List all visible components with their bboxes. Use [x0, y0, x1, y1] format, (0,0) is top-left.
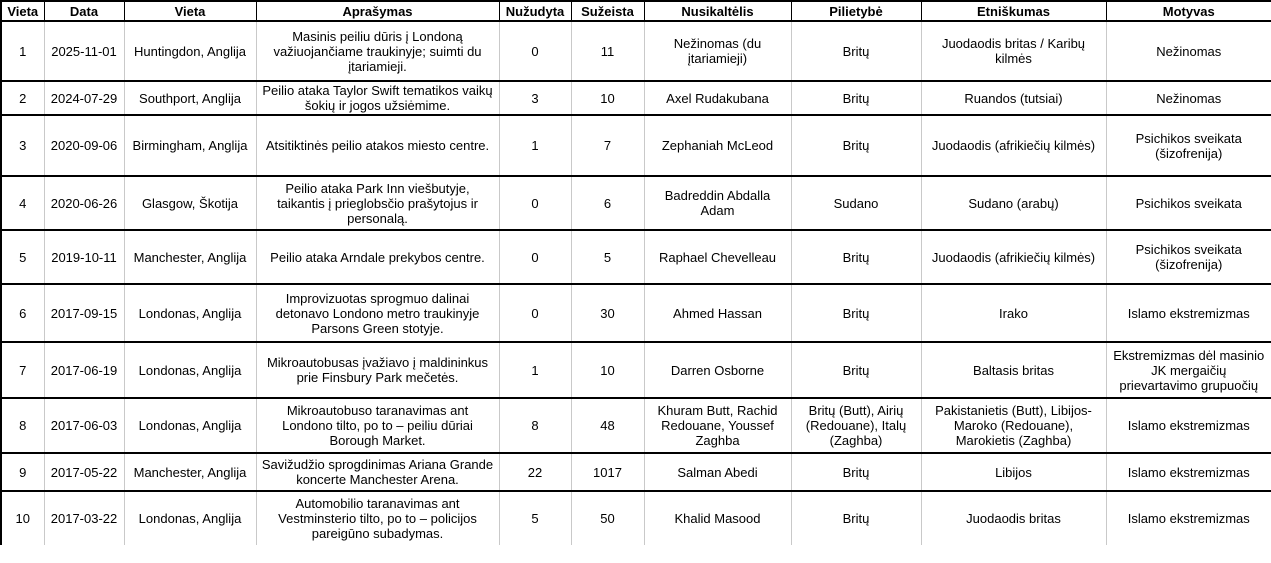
- cell-date: 2017-06-03: [44, 398, 124, 453]
- cell-nationality: Britų: [791, 342, 921, 398]
- cell-nationality: Britų: [791, 453, 921, 491]
- cell-injured: 10: [571, 342, 644, 398]
- column-header-killed: Nužudyta: [499, 1, 571, 21]
- cell-perpetrator: Nežinomas (du įtariamieji): [644, 21, 791, 81]
- column-header-injured: Sužeista: [571, 1, 644, 21]
- cell-ethnicity: Sudano (arabų): [921, 176, 1106, 230]
- cell-rank: 8: [1, 398, 44, 453]
- cell-nationality: Britų: [791, 491, 921, 545]
- cell-motive: Ekstremizmas dėl masinio JK mergaičių prievartavimo grupuočių: [1106, 342, 1271, 398]
- table-row: [1, 81, 1271, 115]
- cell-perpetrator: Raphael Chevelleau: [644, 230, 791, 284]
- cell-killed: 1: [499, 342, 571, 398]
- cell-nationality: Britų: [791, 81, 921, 115]
- cell-location: Londonas, Anglija: [124, 284, 256, 342]
- cell-date: 2020-09-06: [44, 115, 124, 176]
- cell-ethnicity: Ruandos (tutsiai): [921, 81, 1106, 115]
- cell-perpetrator: Zephaniah McLeod: [644, 115, 791, 176]
- cell-rank: 3: [1, 115, 44, 176]
- cell-date: 2017-05-22: [44, 453, 124, 491]
- cell-ethnicity: Juodaodis (afrikiečių kilmės): [921, 115, 1106, 176]
- cell-location: Southport, Anglija: [124, 81, 256, 115]
- cell-injured: 10: [571, 81, 644, 115]
- table-row: [1, 115, 1271, 176]
- cell-nationality: Britų: [791, 230, 921, 284]
- cell-killed: 0: [499, 230, 571, 284]
- cell-nationality: Britų: [791, 115, 921, 176]
- table-row: [1, 284, 1271, 342]
- cell-description: Atsitiktinės peilio atakos miesto centre.: [256, 115, 499, 176]
- cell-description: Savižudžio sprogdinimas Ariana Grande koncerte Manchester Arena.: [256, 453, 499, 491]
- cell-motive: Islamo ekstremizmas: [1106, 453, 1271, 491]
- cell-injured: 50: [571, 491, 644, 545]
- cell-motive: Nežinomas: [1106, 81, 1271, 115]
- cell-ethnicity: Pakistanietis (Butt), Libijos-Maroko (Redouane), Marokietis (Zaghba): [921, 398, 1106, 453]
- cell-motive: Psichikos sveikata: [1106, 176, 1271, 230]
- cell-motive: Islamo ekstremizmas: [1106, 398, 1271, 453]
- cell-motive: Islamo ekstremizmas: [1106, 284, 1271, 342]
- cell-perpetrator: Badreddin Abdalla Adam: [644, 176, 791, 230]
- cell-ethnicity: Irako: [921, 284, 1106, 342]
- cell-killed: 8: [499, 398, 571, 453]
- cell-description: Peilio ataka Park Inn viešbutyje, taikantis į prieglobsčio prašytojus ir personalą.: [256, 176, 499, 230]
- cell-location: Manchester, Anglija: [124, 230, 256, 284]
- cell-description: Mikroautobusas įvažiavo į maldininkus prie Finsbury Park mečetės.: [256, 342, 499, 398]
- table-row: [1, 398, 1271, 453]
- cell-killed: 22: [499, 453, 571, 491]
- table-row: [1, 176, 1271, 230]
- column-header-date: Data: [44, 1, 124, 21]
- cell-description: Peilio ataka Taylor Swift tematikos vaikų šokių ir jogos užsiėmime.: [256, 81, 499, 115]
- column-header-perpetrator: Nusikaltėlis: [644, 1, 791, 21]
- cell-nationality: Britų: [791, 21, 921, 81]
- cell-location: Manchester, Anglija: [124, 453, 256, 491]
- cell-killed: 0: [499, 21, 571, 81]
- cell-perpetrator: Ahmed Hassan: [644, 284, 791, 342]
- cell-injured: 48: [571, 398, 644, 453]
- cell-date: 2017-06-19: [44, 342, 124, 398]
- cell-nationality: Sudano: [791, 176, 921, 230]
- cell-rank: 4: [1, 176, 44, 230]
- cell-rank: 5: [1, 230, 44, 284]
- cell-rank: 1: [1, 21, 44, 81]
- column-header-location: Vieta: [124, 1, 256, 21]
- cell-date: 2017-09-15: [44, 284, 124, 342]
- cell-killed: 0: [499, 176, 571, 230]
- cell-date: 2024-07-29: [44, 81, 124, 115]
- cell-motive: Nežinomas: [1106, 21, 1271, 81]
- cell-location: Glasgow, Škotija: [124, 176, 256, 230]
- cell-location: Huntingdon, Anglija: [124, 21, 256, 81]
- cell-description: Automobilio taranavimas ant Vestminsterio tilto, po to – policijos pareigūno subadymas.: [256, 491, 499, 545]
- cell-location: Londonas, Anglija: [124, 398, 256, 453]
- header-row: [1, 1, 1271, 21]
- cell-injured: 5: [571, 230, 644, 284]
- column-header-description: Aprašymas: [256, 1, 499, 21]
- cell-rank: 9: [1, 453, 44, 491]
- cell-ethnicity: Baltasis britas: [921, 342, 1106, 398]
- cell-killed: 0: [499, 284, 571, 342]
- cell-injured: 11: [571, 21, 644, 81]
- cell-motive: Psichikos sveikata (šizofrenija): [1106, 115, 1271, 176]
- table-row: [1, 453, 1271, 491]
- cell-ethnicity: Juodaodis britas: [921, 491, 1106, 545]
- table-row: [1, 230, 1271, 284]
- cell-description: Improvizuotas sprogmuo dalinai detonavo Londono metro traukinyje Parsons Green stotyje.: [256, 284, 499, 342]
- table-row: [1, 342, 1271, 398]
- cell-injured: 7: [571, 115, 644, 176]
- cell-killed: 5: [499, 491, 571, 545]
- cell-location: Londonas, Anglija: [124, 491, 256, 545]
- cell-rank: 7: [1, 342, 44, 398]
- cell-description: Masinis peiliu dūris į Londoną važiuojančiame traukinyje; suimti du įtariamieji.: [256, 21, 499, 81]
- cell-perpetrator: Darren Osborne: [644, 342, 791, 398]
- cell-nationality: Britų (Butt), Airių (Redouane), Italų (Zaghba): [791, 398, 921, 453]
- cell-date: 2019-10-11: [44, 230, 124, 284]
- cell-motive: Islamo ekstremizmas: [1106, 491, 1271, 545]
- cell-killed: 1: [499, 115, 571, 176]
- table-row: [1, 491, 1271, 545]
- cell-date: 2017-03-22: [44, 491, 124, 545]
- cell-injured: 30: [571, 284, 644, 342]
- cell-perpetrator: Khuram Butt, Rachid Redouane, Youssef Zaghba: [644, 398, 791, 453]
- cell-rank: 2: [1, 81, 44, 115]
- column-header-rank: Vieta: [1, 1, 44, 21]
- table-row: [1, 21, 1271, 81]
- cell-date: 2020-06-26: [44, 176, 124, 230]
- cell-description: Peilio ataka Arndale prekybos centre.: [256, 230, 499, 284]
- column-header-nationality: Pilietybė: [791, 1, 921, 21]
- column-header-ethnicity: Etniškumas: [921, 1, 1106, 21]
- table-header: [1, 1, 1271, 21]
- cell-location: Londonas, Anglija: [124, 342, 256, 398]
- table-body: [1, 21, 1271, 545]
- cell-ethnicity: Juodaodis (afrikiečių kilmės): [921, 230, 1106, 284]
- cell-injured: 1017: [571, 453, 644, 491]
- cell-rank: 6: [1, 284, 44, 342]
- cell-perpetrator: Khalid Masood: [644, 491, 791, 545]
- cell-rank: 10: [1, 491, 44, 545]
- cell-date: 2025-11-01: [44, 21, 124, 81]
- cell-injured: 6: [571, 176, 644, 230]
- column-header-motive: Motyvas: [1106, 1, 1271, 21]
- cell-description: Mikroautobuso taranavimas ant Londono tilto, po to – peiliu dūriai Borough Market.: [256, 398, 499, 453]
- cell-ethnicity: Libijos: [921, 453, 1106, 491]
- cell-location: Birmingham, Anglija: [124, 115, 256, 176]
- cell-perpetrator: Axel Rudakubana: [644, 81, 791, 115]
- cell-motive: Psichikos sveikata (šizofrenija): [1106, 230, 1271, 284]
- cell-nationality: Britų: [791, 284, 921, 342]
- cell-ethnicity: Juodaodis britas / Karibų kilmės: [921, 21, 1106, 81]
- cell-perpetrator: Salman Abedi: [644, 453, 791, 491]
- cell-killed: 3: [499, 81, 571, 115]
